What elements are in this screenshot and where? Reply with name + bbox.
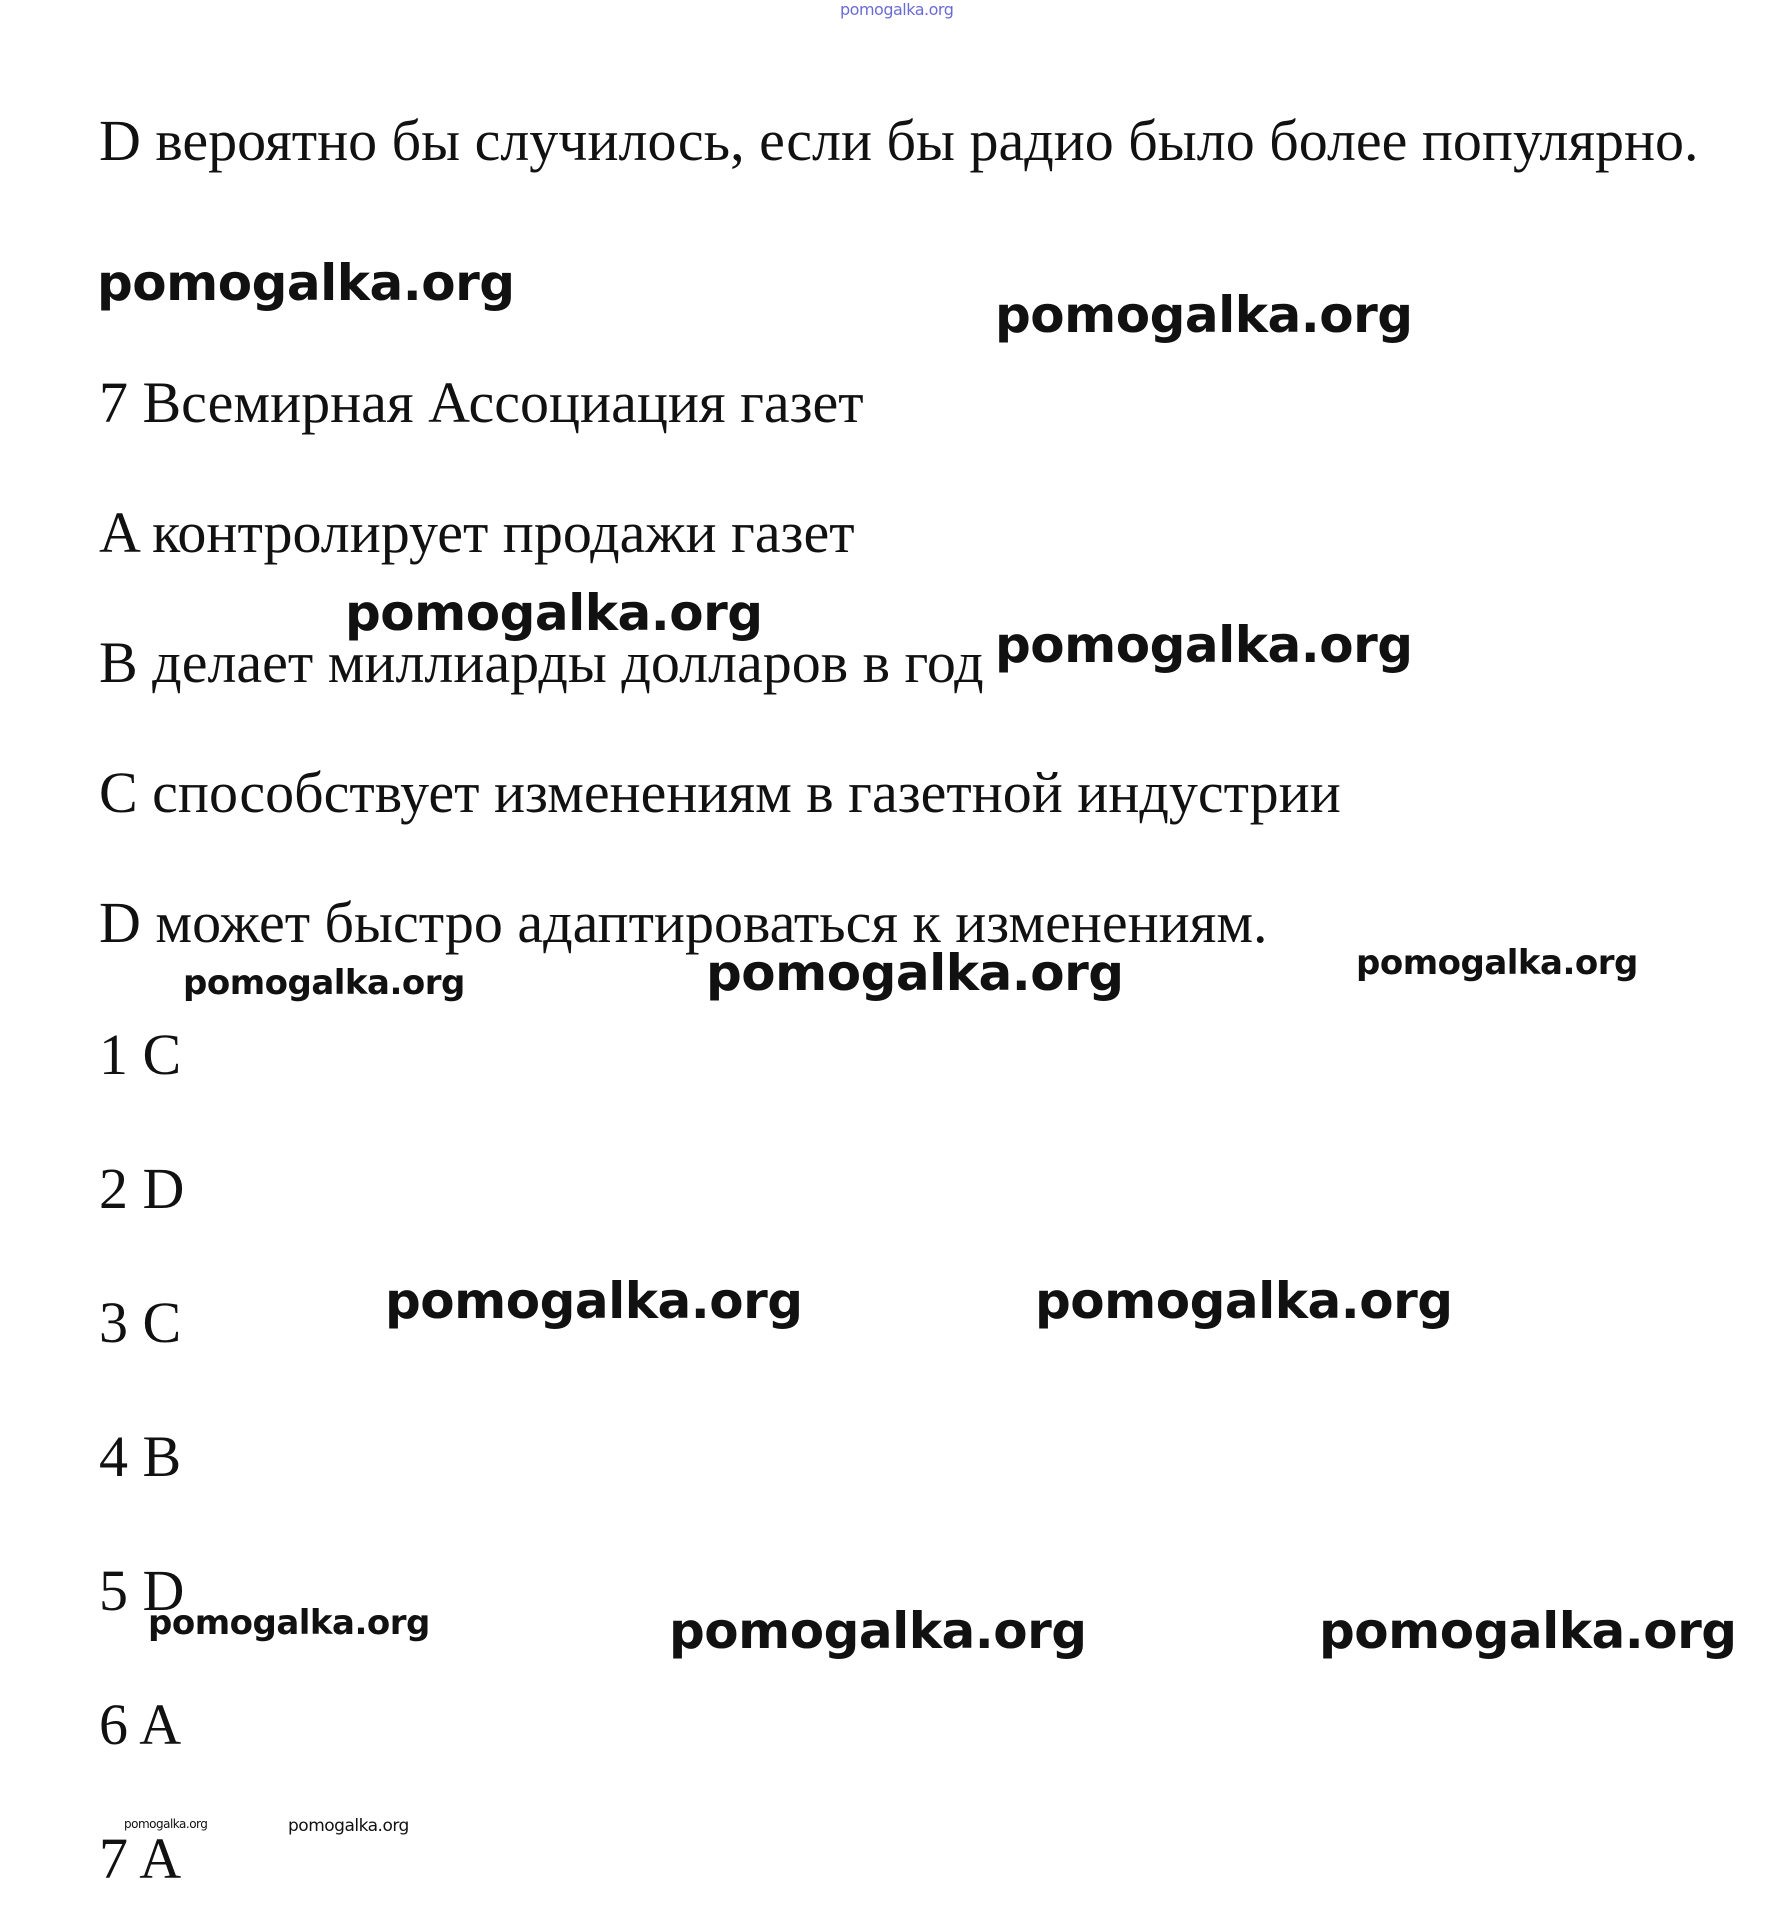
watermark: pomogalka.org bbox=[1319, 1602, 1737, 1660]
watermark: pomogalka.org bbox=[706, 944, 1124, 1002]
answer-2: 2 D bbox=[99, 1156, 185, 1221]
option-a: A контролирует продажи газет bbox=[99, 500, 855, 565]
option-b: B делает миллиарды долларов в год bbox=[99, 630, 984, 695]
watermark: pomogalka.org bbox=[288, 1816, 409, 1836]
answer-4: 4 B bbox=[99, 1424, 182, 1489]
answer-6: 6 A bbox=[99, 1692, 182, 1757]
watermark: pomogalka.org bbox=[148, 1603, 430, 1643]
watermark: pomogalka.org bbox=[345, 584, 763, 642]
answer-7: 7 A bbox=[99, 1826, 182, 1891]
watermark: pomogalka.org bbox=[995, 286, 1413, 344]
answer-1: 1 C bbox=[99, 1022, 182, 1087]
watermark: pomogalka.org bbox=[124, 1817, 208, 1831]
answer-5: 5 D bbox=[99, 1558, 185, 1623]
watermark: pomogalka.org bbox=[1035, 1272, 1453, 1330]
watermark: pomogalka.org bbox=[97, 254, 515, 312]
watermark: pomogalka.org bbox=[183, 963, 465, 1003]
option-c: C способствует изменениям в газетной индустрии bbox=[99, 760, 1341, 825]
watermark: pomogalka.org bbox=[385, 1272, 803, 1330]
watermark: pomogalka.org bbox=[1356, 943, 1638, 983]
watermark-top: pomogalka.org bbox=[840, 0, 954, 19]
watermark: pomogalka.org bbox=[669, 1602, 1087, 1660]
option-d-previous-question: D вероятно бы случилось, если бы радио было более популярно. bbox=[99, 108, 1699, 173]
question-7-title: 7 Всемирная Ассоциация газет bbox=[99, 370, 864, 435]
answer-3: 3 C bbox=[99, 1290, 182, 1355]
watermark: pomogalka.org bbox=[995, 616, 1413, 674]
option-d: D может быстро адаптироваться к изменениям. bbox=[99, 890, 1268, 955]
